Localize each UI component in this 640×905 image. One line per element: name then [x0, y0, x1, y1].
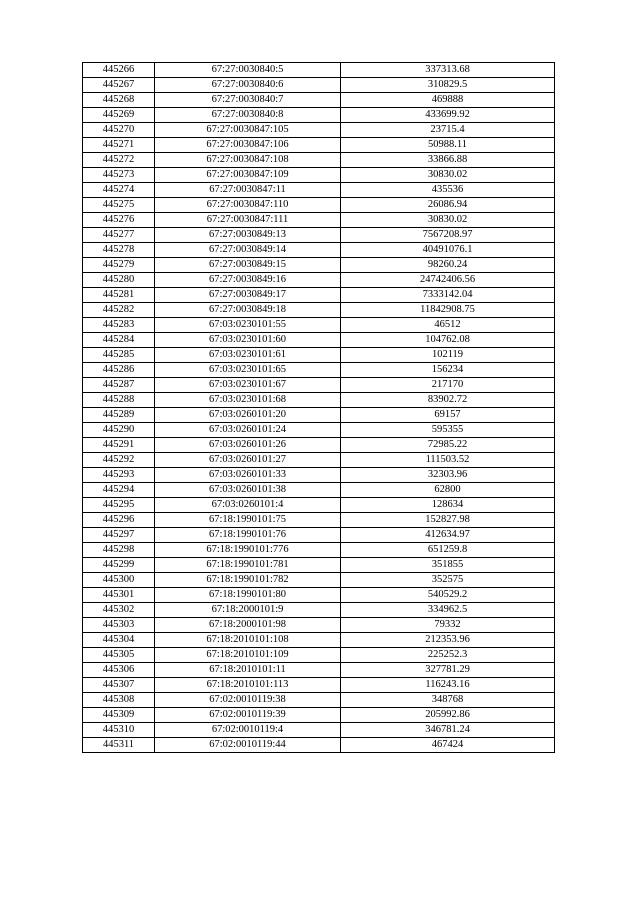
row-number-cell: 445278 [83, 243, 155, 258]
cadastral-number-cell: 67:18:1990101:781 [155, 558, 341, 573]
value-cell: 111503.52 [341, 453, 555, 468]
row-number-cell: 445309 [83, 708, 155, 723]
cadastral-number-cell: 67:02:0010119:38 [155, 693, 341, 708]
value-cell: 26086.94 [341, 198, 555, 213]
row-number-cell: 445302 [83, 603, 155, 618]
value-cell: 7567208.97 [341, 228, 555, 243]
row-number-cell: 445298 [83, 543, 155, 558]
value-cell: 595355 [341, 423, 555, 438]
row-number-cell: 445293 [83, 468, 155, 483]
table-row [83, 378, 555, 393]
cadastral-number-cell: 67:03:0230101:55 [155, 318, 341, 333]
row-number-cell: 445296 [83, 513, 155, 528]
row-number-cell: 445291 [83, 438, 155, 453]
row-number-cell: 445280 [83, 273, 155, 288]
data-table [82, 62, 555, 753]
row-number-cell: 445266 [83, 63, 155, 78]
cadastral-number-cell: 67:18:2000101:98 [155, 618, 341, 633]
table-row [83, 303, 555, 318]
row-number-cell: 445268 [83, 93, 155, 108]
table-row [83, 738, 555, 753]
value-cell: 46512 [341, 318, 555, 333]
value-cell: 217170 [341, 378, 555, 393]
table-row [83, 393, 555, 408]
cadastral-number-cell: 67:27:0030847:11 [155, 183, 341, 198]
cadastral-number-cell: 67:27:0030840:6 [155, 78, 341, 93]
cadastral-number-cell: 67:27:0030847:109 [155, 168, 341, 183]
table-row [83, 438, 555, 453]
row-number-cell: 445289 [83, 408, 155, 423]
table-row [83, 708, 555, 723]
value-cell: 30830.02 [341, 168, 555, 183]
value-cell: 152827.98 [341, 513, 555, 528]
row-number-cell: 445290 [83, 423, 155, 438]
cadastral-number-cell: 67:27:0030849:16 [155, 273, 341, 288]
table-row [83, 288, 555, 303]
table-row [83, 363, 555, 378]
table-row [83, 168, 555, 183]
table-row [83, 588, 555, 603]
cadastral-number-cell: 67:27:0030847:106 [155, 138, 341, 153]
row-number-cell: 445286 [83, 363, 155, 378]
value-cell: 351855 [341, 558, 555, 573]
cadastral-number-cell: 67:27:0030840:8 [155, 108, 341, 123]
cadastral-number-cell: 67:03:0230101:60 [155, 333, 341, 348]
cadastral-number-cell: 67:18:1990101:782 [155, 573, 341, 588]
cadastral-number-cell: 67:18:1990101:76 [155, 528, 341, 543]
table-row [83, 498, 555, 513]
row-number-cell: 445297 [83, 528, 155, 543]
row-number-cell: 445308 [83, 693, 155, 708]
table-row [83, 513, 555, 528]
value-cell: 33866.88 [341, 153, 555, 168]
cadastral-number-cell: 67:18:2010101:108 [155, 633, 341, 648]
table-row [83, 723, 555, 738]
cadastral-number-cell: 67:27:0030847:111 [155, 213, 341, 228]
table-row [83, 243, 555, 258]
cadastral-number-cell: 67:03:0230101:65 [155, 363, 341, 378]
table-row [83, 63, 555, 78]
table-row [83, 198, 555, 213]
row-number-cell: 445272 [83, 153, 155, 168]
cadastral-number-cell: 67:02:0010119:44 [155, 738, 341, 753]
value-cell: 337313.68 [341, 63, 555, 78]
cadastral-number-cell: 67:27:0030849:17 [155, 288, 341, 303]
value-cell: 469888 [341, 93, 555, 108]
table-row [83, 228, 555, 243]
table-row [83, 468, 555, 483]
cadastral-number-cell: 67:27:0030840:5 [155, 63, 341, 78]
cadastral-number-cell: 67:03:0230101:67 [155, 378, 341, 393]
row-number-cell: 445276 [83, 213, 155, 228]
cadastral-number-cell: 67:03:0230101:68 [155, 393, 341, 408]
row-number-cell: 445270 [83, 123, 155, 138]
value-cell: 79332 [341, 618, 555, 633]
row-number-cell: 445275 [83, 198, 155, 213]
value-cell: 98260.24 [341, 258, 555, 273]
value-cell: 540529.2 [341, 588, 555, 603]
table-row [83, 693, 555, 708]
cadastral-number-cell: 67:18:2010101:11 [155, 663, 341, 678]
cadastral-number-cell: 67:18:2000101:9 [155, 603, 341, 618]
value-cell: 352575 [341, 573, 555, 588]
cadastral-number-cell: 67:03:0260101:33 [155, 468, 341, 483]
value-cell: 156234 [341, 363, 555, 378]
cadastral-number-cell: 67:27:0030847:108 [155, 153, 341, 168]
table-row [83, 483, 555, 498]
cadastral-number-cell: 67:02:0010119:39 [155, 708, 341, 723]
table-row [83, 633, 555, 648]
table-row [83, 528, 555, 543]
value-cell: 69157 [341, 408, 555, 423]
row-number-cell: 445274 [83, 183, 155, 198]
row-number-cell: 445273 [83, 168, 155, 183]
value-cell: 433699.92 [341, 108, 555, 123]
value-cell: 435536 [341, 183, 555, 198]
table-row [83, 258, 555, 273]
table-row [83, 78, 555, 93]
value-cell: 327781.29 [341, 663, 555, 678]
row-number-cell: 445279 [83, 258, 155, 273]
table-row [83, 678, 555, 693]
row-number-cell: 445271 [83, 138, 155, 153]
cadastral-number-cell: 67:03:0260101:20 [155, 408, 341, 423]
row-number-cell: 445304 [83, 633, 155, 648]
value-cell: 116243.16 [341, 678, 555, 693]
row-number-cell: 445288 [83, 393, 155, 408]
row-number-cell: 445299 [83, 558, 155, 573]
row-number-cell: 445269 [83, 108, 155, 123]
table-row [83, 273, 555, 288]
value-cell: 348768 [341, 693, 555, 708]
cadastral-number-cell: 67:03:0260101:4 [155, 498, 341, 513]
row-number-cell: 445292 [83, 453, 155, 468]
table-row [83, 648, 555, 663]
cadastral-number-cell: 67:18:2010101:113 [155, 678, 341, 693]
cadastral-number-cell: 67:27:0030849:18 [155, 303, 341, 318]
cadastral-number-cell: 67:27:0030847:105 [155, 123, 341, 138]
cadastral-number-cell: 67:03:0260101:27 [155, 453, 341, 468]
value-cell: 40491076.1 [341, 243, 555, 258]
value-cell: 23715.4 [341, 123, 555, 138]
table-row [83, 408, 555, 423]
row-number-cell: 445307 [83, 678, 155, 693]
table-row [83, 153, 555, 168]
cadastral-number-cell: 67:18:1990101:80 [155, 588, 341, 603]
table-row [83, 93, 555, 108]
table-row [83, 108, 555, 123]
value-cell: 72985.22 [341, 438, 555, 453]
value-cell: 212353.96 [341, 633, 555, 648]
table-row [83, 318, 555, 333]
cadastral-number-cell: 67:27:0030849:13 [155, 228, 341, 243]
row-number-cell: 445281 [83, 288, 155, 303]
table-row [83, 423, 555, 438]
cadastral-number-cell: 67:03:0260101:26 [155, 438, 341, 453]
value-cell: 128634 [341, 498, 555, 513]
table-body [83, 63, 555, 753]
cadastral-number-cell: 67:18:2010101:109 [155, 648, 341, 663]
cadastral-number-cell: 67:27:0030849:14 [155, 243, 341, 258]
row-number-cell: 445303 [83, 618, 155, 633]
value-cell: 62800 [341, 483, 555, 498]
table-row [83, 603, 555, 618]
value-cell: 50988.11 [341, 138, 555, 153]
row-number-cell: 445300 [83, 573, 155, 588]
value-cell: 32303.96 [341, 468, 555, 483]
row-number-cell: 445301 [83, 588, 155, 603]
row-number-cell: 445287 [83, 378, 155, 393]
value-cell: 30830.02 [341, 213, 555, 228]
row-number-cell: 445295 [83, 498, 155, 513]
table-row [83, 333, 555, 348]
table-row [83, 123, 555, 138]
value-cell: 225252.3 [341, 648, 555, 663]
value-cell: 11842908.75 [341, 303, 555, 318]
cadastral-number-cell: 67:03:0260101:38 [155, 483, 341, 498]
table-row [83, 453, 555, 468]
table-row [83, 573, 555, 588]
value-cell: 334962.5 [341, 603, 555, 618]
table-row [83, 183, 555, 198]
value-cell: 346781.24 [341, 723, 555, 738]
row-number-cell: 445277 [83, 228, 155, 243]
value-cell: 205992.86 [341, 708, 555, 723]
cadastral-number-cell: 67:18:1990101:776 [155, 543, 341, 558]
table-row [83, 213, 555, 228]
value-cell: 467424 [341, 738, 555, 753]
row-number-cell: 445284 [83, 333, 155, 348]
row-number-cell: 445306 [83, 663, 155, 678]
table-row [83, 558, 555, 573]
value-cell: 412634.97 [341, 528, 555, 543]
cadastral-number-cell: 67:27:0030849:15 [155, 258, 341, 273]
row-number-cell: 445283 [83, 318, 155, 333]
row-number-cell: 445285 [83, 348, 155, 363]
table-row [83, 543, 555, 558]
row-number-cell: 445282 [83, 303, 155, 318]
cadastral-number-cell: 67:18:1990101:75 [155, 513, 341, 528]
value-cell: 102119 [341, 348, 555, 363]
value-cell: 24742406.56 [341, 273, 555, 288]
value-cell: 310829.5 [341, 78, 555, 93]
cadastral-number-cell: 67:03:0230101:61 [155, 348, 341, 363]
value-cell: 104762.08 [341, 333, 555, 348]
cadastral-number-cell: 67:02:0010119:4 [155, 723, 341, 738]
cadastral-number-cell: 67:27:0030840:7 [155, 93, 341, 108]
row-number-cell: 445310 [83, 723, 155, 738]
cadastral-number-cell: 67:27:0030847:110 [155, 198, 341, 213]
table-row [83, 663, 555, 678]
value-cell: 651259.8 [341, 543, 555, 558]
row-number-cell: 445294 [83, 483, 155, 498]
row-number-cell: 445267 [83, 78, 155, 93]
cadastral-number-cell: 67:03:0260101:24 [155, 423, 341, 438]
row-number-cell: 445311 [83, 738, 155, 753]
table-row [83, 618, 555, 633]
row-number-cell: 445305 [83, 648, 155, 663]
table-row [83, 348, 555, 363]
value-cell: 83902.72 [341, 393, 555, 408]
value-cell: 7333142.04 [341, 288, 555, 303]
table-row [83, 138, 555, 153]
